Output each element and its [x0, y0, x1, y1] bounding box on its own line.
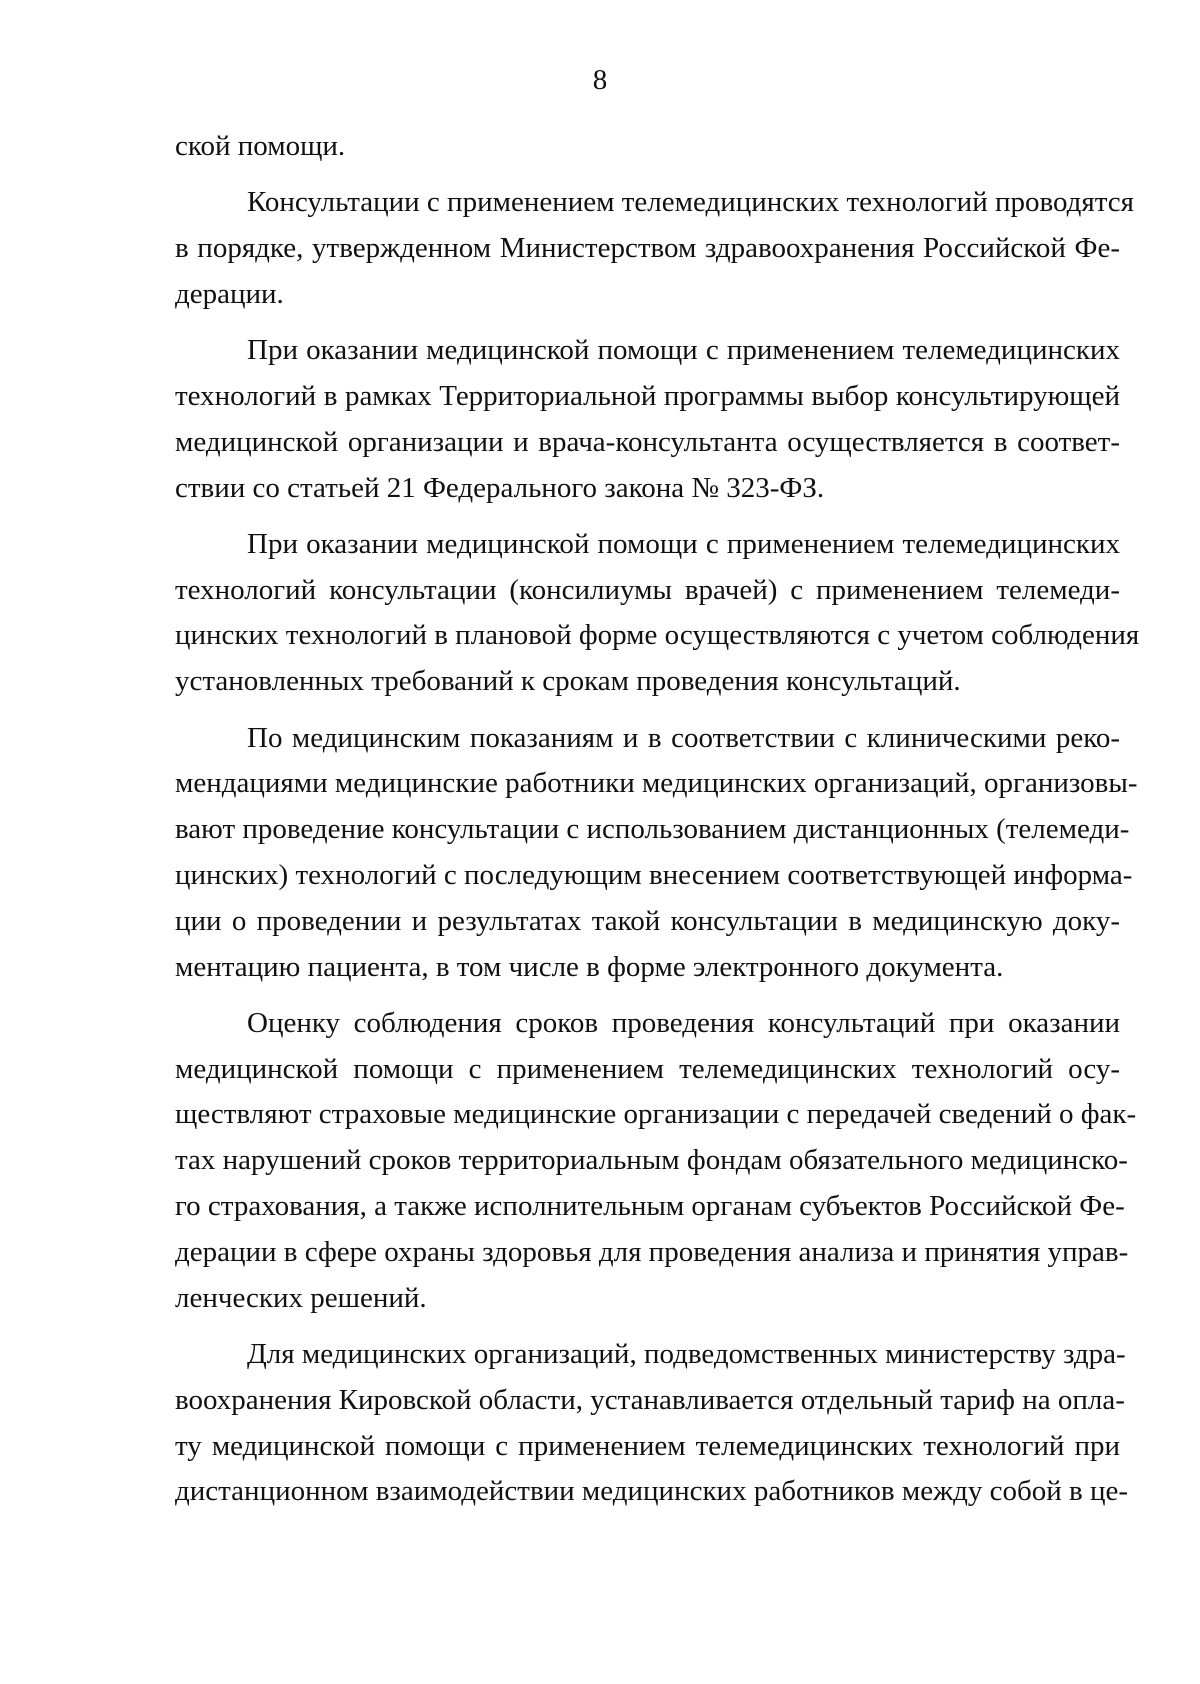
text-line: цинских) технологий с последующим внесением соответствующей информа- [175, 858, 1133, 891]
page-number: 8 [592, 64, 608, 96]
text-line: технологий консультации (консилиумы врачей) с применением телемеди- [175, 573, 1120, 606]
text-line: в порядке, утвержденном Министерством здравоохранения Российской Фе- [175, 232, 1120, 265]
paragraph-consultant-choice [175, 328, 1120, 511]
text-line: вают проведение консультации с использованием дистанционных (телемеди- [175, 813, 1130, 846]
text-line: ментацию пациента, в том числе в форме электронного документа. [175, 950, 1004, 983]
paragraph-deadline-assessment [175, 1001, 1137, 1322]
text-line: установленных требований к срокам проведения консультаций. [175, 665, 961, 698]
paragraph-continuation [175, 124, 1120, 170]
text-line: Оценку соблюдения сроков проведения консультаций при оказании [247, 1006, 1120, 1039]
text-line: воохранения Кировской области, устанавливается отдельный тариф на опла- [175, 1383, 1125, 1416]
text-line: При оказании медицинской помощи с применением телемедицинских [247, 334, 1120, 367]
text-line: мендациями медицинские работники медицинских организаций, организовы- [175, 767, 1138, 800]
text-line: ту медицинской помощи с применением телемедицинских технологий при [175, 1429, 1120, 1462]
text-line: ской помощи. [175, 130, 346, 162]
paragraph-telemedicine-consultations [175, 180, 1134, 317]
text-line: технологий в рамках Территориальной программы выбор консультирующей [175, 379, 1120, 412]
text-line: ленческих решений. [175, 1281, 427, 1314]
paragraph-tariff [175, 1332, 1128, 1515]
text-line: дерации в сфере охраны здоровья для проведения анализа и принятия управ- [175, 1235, 1129, 1268]
text-line: медицинской организации и врача-консультанта осуществляется в соответ- [175, 425, 1120, 458]
text-line: цинских технологий в плановой форме осуществляются с учетом соблюдения [175, 619, 1140, 652]
text-line: Для медицинских организаций, подведомственных министерству здра- [247, 1337, 1126, 1370]
text-line: При оказании медицинской помощи с применением телемедицинских [247, 527, 1120, 560]
text-line: ществляют страховые медицинские организации с передачей сведений о фак- [175, 1098, 1137, 1131]
document-body [175, 124, 1140, 1515]
text-line: го страхования, а также исполнительным органам субъектов Российской Фе- [175, 1190, 1125, 1223]
text-line: ции о проведении и результатах такой консультации в медицинскую доку- [175, 904, 1120, 937]
text-line: дерации. [175, 277, 284, 310]
text-line: ствии со статьей 21 Федерального закона № 323-ФЗ. [175, 471, 825, 504]
text-line: По медицинским показаниям и в соответствии с клиническими реко- [247, 721, 1120, 754]
text-line: тах нарушений сроков территориальным фондам обязательного медицинско- [175, 1144, 1128, 1177]
paragraph-medical-indications [175, 716, 1138, 991]
text-line: Консультации с применением телемедицинских технологий проводятся [247, 186, 1134, 219]
paragraph-planned-consultations [175, 522, 1140, 705]
text-line: медицинской помощи с применением телемедицинских технологий осу- [175, 1052, 1120, 1085]
text-line: дистанционном взаимодействии медицинских работников между собой в це- [175, 1475, 1128, 1508]
